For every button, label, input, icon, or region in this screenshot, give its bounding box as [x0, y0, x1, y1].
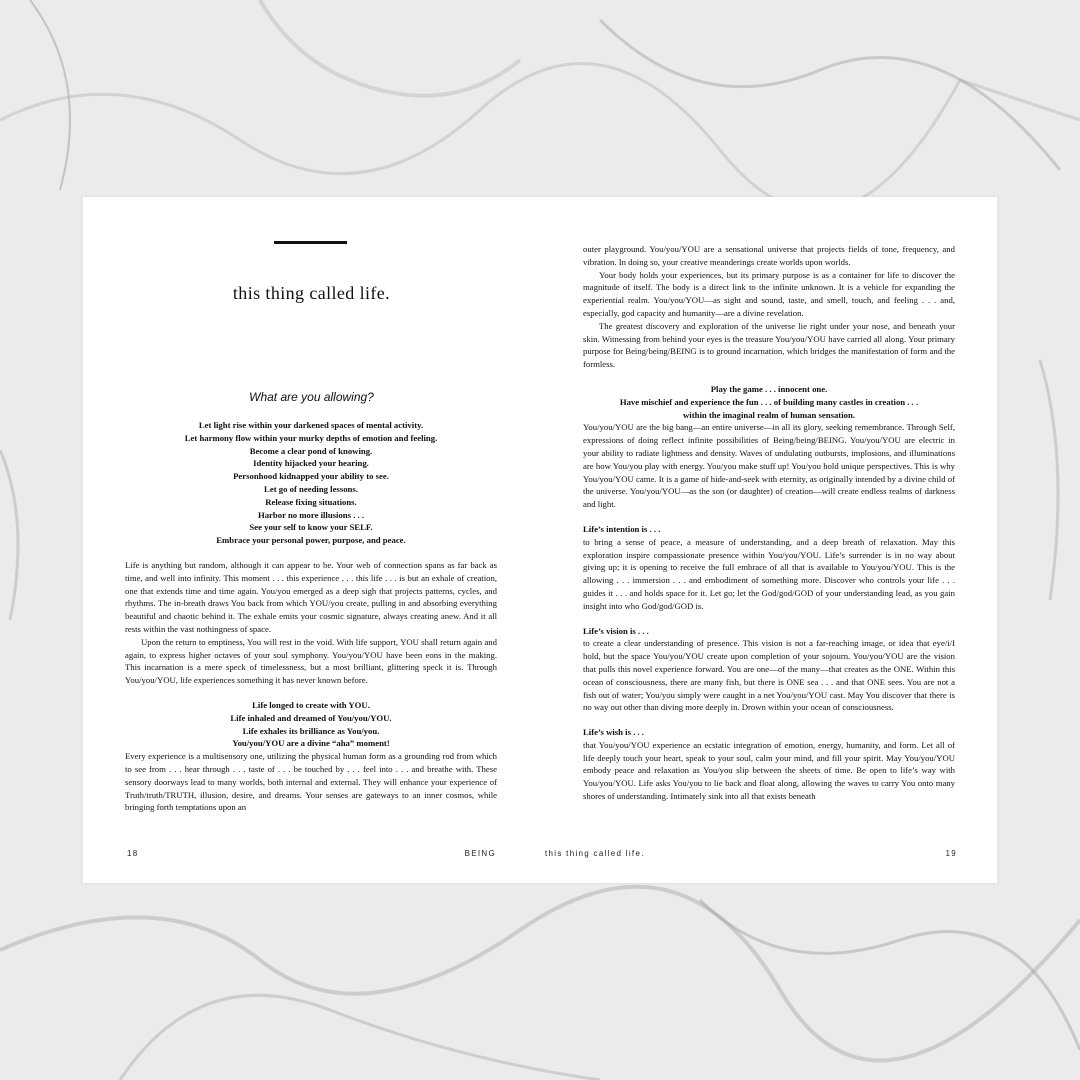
stanza-line: Life exhales its brilliance as You/you.	[242, 725, 380, 736]
chapter-title: this thing called life.	[232, 283, 391, 303]
affirmations-block	[125, 419, 497, 547]
body-paragraph: The greatest discovery and exploration of the universe lie right under your nose, and beneath your skin. Witnessing from behind your eyes is the treasure You/you/YOU have carried all along. Your primary purpose for Being/being/BEING is to ground incarnation, which bridges the manifestation of form and the formless.	[583, 320, 955, 370]
affirmation-line: Personhood kidnapped your ability to see.	[233, 471, 389, 482]
stanza-line: You/you/YOU are a divine “aha” moment!	[232, 738, 390, 749]
page-number: 18	[127, 849, 139, 858]
running-head: BEING	[464, 849, 496, 858]
right-page	[540, 197, 997, 883]
affirmation-line: Let light rise within your darkened spaces of mental activity.	[198, 420, 424, 430]
stanza-block	[125, 699, 497, 750]
section-heading: Life’s wish is . . .	[583, 727, 644, 738]
affirmation-line: Become a clear pond of knowing.	[249, 445, 373, 456]
affirmation-line: Let go of needing lessons.	[264, 483, 358, 494]
body-paragraph: to create a clear understanding of presence. This vision is not a far-reaching image, or idea that eye/i/I hold, but the space You/you/YOU create upon completion of your sojourn. You/you/YOU are the vision that pulls this novel experience forward. You are one—of the many—that creates as the ONE. Within this ocean of consciousness, there are many fish, but there is ONE sea . . . and that ONE sees. You are not a fish out of water; You/you simply were caught in a net You/you/YOU cast. May You discover that there is no way out other than diving more deeply in. Drown within your ocean of consciousness.	[583, 638, 955, 713]
body-paragraph: You/you/YOU are the big bang—an entire universe—in all its glory, seeking remembrance. Through Self, expressions of doing reflect infinite possibilities of Being/being/BEING. You/you/YOU are electric in your ability to radiate lightness and density. Waves of undulating outbursts, implosions, and illuminations are how You/you play with energy. You/you make stuff up! You/you hold unique perspectives. This is why You/you/YOU came. It is a game of hide-and-seek with eternity, as originally intended by a divine child of the universe. You/you/YOU—as the son (or daughter) of creation—will create endless realms of darkness and light.	[583, 422, 955, 510]
page-number: 19	[945, 849, 957, 858]
section-heading: Life’s intention is . . .	[583, 523, 661, 534]
right-body	[583, 243, 955, 803]
body-paragraph: to bring a sense of peace, a measure of understanding, and a deep breath of relaxation. May this exploration inspire compassionate presence within You/you/YOU. Life’s surrender is in no way about giving up; it is opening to receive the full embrace of all that is available to You/you/YOU. This is the allowing . . . immersion . . . and embodiment of something more. Discover who controls your life . . . guides it . . . and holds space for it. Let go; let the God/god/GOD of your understanding lead, as you gain insight into who God/god/GOD is.	[583, 536, 955, 611]
stanza-line: Life inhaled and dreamed of You/you/YOU.	[230, 712, 392, 723]
affirmation-line: Release fixing situations.	[265, 496, 357, 507]
affirmation-line: Let harmony flow within your murky depths of emotion and feeling.	[184, 432, 438, 443]
affirmation-line: Identity hijacked your hearing.	[253, 458, 369, 469]
question-heading: What are you allowing?	[249, 390, 374, 404]
running-head: this thing called life.	[545, 849, 645, 858]
body-paragraph: Upon the return to emptiness, You will rest in the void. With life support, YOU shall return again and again, to express higher octaves of your soul symphony. You/you/YOU have been eons in the making. This incarnation is a mere speck of timelessness, but a most brilliant, glittering speck it is. Through You/you/YOU, life experiences something it has never known before.	[125, 636, 497, 686]
stanza-line: Have mischief and experience the fun . . . of building many castles in creation . . .	[619, 396, 919, 407]
left-body	[125, 559, 497, 814]
body-paragraph: Life is anything but random, although it can appear to be. Your web of connection spans as far back as time, and well into infinity. This moment . . . this experience . . . this life . . . is but an exhale of creation, one that extends time and time again. You/you emerged as a deep sigh that projects patterns, cycles, and rhythms. The in-breath draws You back from which YOU/you create, pulling in and absorbing everything beautiful and chaotic behind it. The exhale emits your cosmic signature, always creating anew. And it all rests within the vast nothingness of space.	[125, 560, 497, 634]
stanza-line: Life longed to create with YOU.	[252, 699, 370, 710]
left-page	[83, 197, 540, 883]
body-paragraph: Your body holds your experiences, but its primary purpose is as a container for life to discover the magnitude of itself. The body is a direct link to the infinite unknown. It is a vehicle for expanding the experiential realm. You/you/YOU—as sight and sound, taste, and smell, touch, and feeling . . . and, especially, god capacity and humanity—are a divine revelation.	[583, 269, 955, 318]
body-paragraph: Every experience is a multisensory one, utilizing the physical human form as a grounding rod from which to see from . . . hear through . . . taste of . . . be touched by . . . feel into . . . and breathe with. These sensory doorways lead to many worlds, both internal and external. They will enhance your experience of Truth/truth/TRUTH, illusion, desire, and dreams. Your senses are gateways to an inner cosmos, while bringing forth temptations upon an	[125, 751, 497, 813]
book-spread	[83, 197, 997, 883]
body-paragraph: outer playground. You/you/YOU are a sensational universe that projects fields of tone, frequency, and vibration. In doing so, your creative meanderings create worlds upon worlds.	[583, 244, 955, 267]
body-paragraph: that You/you/YOU experience an ecstatic integration of emotion, energy, humanity, and form. Let all of life deeply touch your heart, speak to your soul, calm your mind, and fill your spirit. May You/you/YOU embody peace and relaxation as You/you slip between the sheets of time. Be open to life’s way with You/you/YOU. Life asks You/you to lie back and float along, allowing the waves to carry You onto many shores of understanding. Intimately sink into all that exists beneath	[583, 739, 955, 802]
affirmation-line: See your self to know your SELF.	[249, 522, 373, 533]
stanza-block	[583, 383, 955, 421]
title-rule	[274, 241, 347, 244]
affirmation-line: Harbor no more illusions . . .	[257, 509, 365, 520]
affirmation-line: Embrace your personal power, purpose, and peace.	[216, 535, 406, 546]
section-heading: Life’s vision is . . .	[583, 625, 649, 636]
stanza-line: Play the game . . . innocent one.	[710, 383, 828, 394]
stanza-line: within the imaginal realm of human sensation.	[683, 409, 855, 420]
